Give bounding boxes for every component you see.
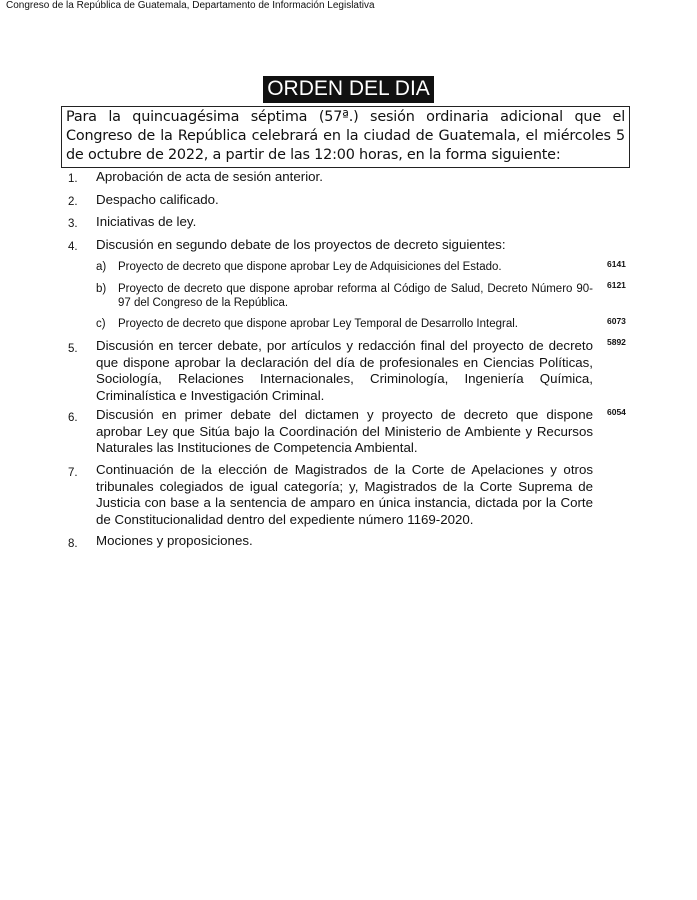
sub-item-text: Proyecto de decreto que dispone aprobar reforma al Código de Salud, Decreto Número 90-97 del Congreso de la República.	[118, 283, 593, 309]
intro-paragraph: Para la quincuagésima séptima (57ª.) sesión ordinaria adicional que el Congreso de la República celebrará en la ciudad de Guatemala, el miércoles 5 de octubre de 2022, a partir de las 12:00 horas, en la forma siguiente:	[61, 106, 630, 168]
title-container	[0, 76, 697, 103]
document-title: ORDEN DEL DIA	[263, 76, 434, 103]
item-number: 7.	[68, 467, 78, 479]
sub-item-letter: c)	[96, 318, 106, 330]
item-text: Discusión en tercer debate, por artículos y redacción final del proyecto de decreto que dispone aprobar la declaración del día de profesionales en Ciencias Políticas, Sociología, Relaciones Internacionales, Criminología, Ingeniería Química, Criminalística e Investigación Criminal.	[96, 338, 593, 403]
sub-item-text: Proyecto de decreto que dispone aprobar Ley de Adquisiciones del Estado.	[118, 261, 502, 273]
item-number: 6.	[68, 412, 78, 424]
item-text: Aprobación de acta de sesión anterior.	[96, 169, 323, 184]
item-number: 1.	[68, 173, 78, 185]
item-text: Mociones y proposiciones.	[96, 533, 253, 548]
sub-item-letter: b)	[96, 283, 107, 295]
sub-item-text: Proyecto de decreto que dispone aprobar Ley Temporal de Desarrollo Integral.	[118, 318, 518, 330]
initiative-number: 5892	[607, 337, 626, 347]
item-text: Continuación de la elección de Magistrados de la Corte de Apelaciones y otros tribunales colegiados de igual categoría; y, Magistrados de la Corte Suprema de Justicia con base a la sentencia de amparo en única instancia, dictada por la Corte de Constitucionalidad dentro del expediente número 1169-2020.	[96, 462, 593, 527]
item-number: 3.	[68, 218, 78, 230]
item-number: 4.	[68, 241, 78, 253]
initiative-number: 6141	[607, 259, 626, 269]
item-text: Despacho calificado.	[96, 192, 219, 207]
item-number: 5.	[68, 343, 78, 355]
item-number: 2.	[68, 196, 78, 208]
item-number: 8.	[68, 538, 78, 550]
initiative-number: 6073	[607, 316, 626, 326]
initiative-number: 6121	[607, 280, 626, 290]
item-text: Discusión en primer debate del dictamen y proyecto de decreto que dispone aprobar Ley que Sitúa bajo la Coordinación del Ministerio de Ambiente y Recursos Naturales las Instituciones de Competencia Ambiental.	[96, 407, 593, 455]
item-text: Discusión en segundo debate de los proyectos de decreto siguientes:	[96, 237, 506, 252]
initiative-number: 6054	[607, 407, 626, 417]
document-source-header: Congreso de la República de Guatemala, Departamento de Información Legislativa	[6, 0, 375, 11]
sub-item-letter: a)	[96, 261, 107, 273]
item-text: Iniciativas de ley.	[96, 214, 197, 229]
